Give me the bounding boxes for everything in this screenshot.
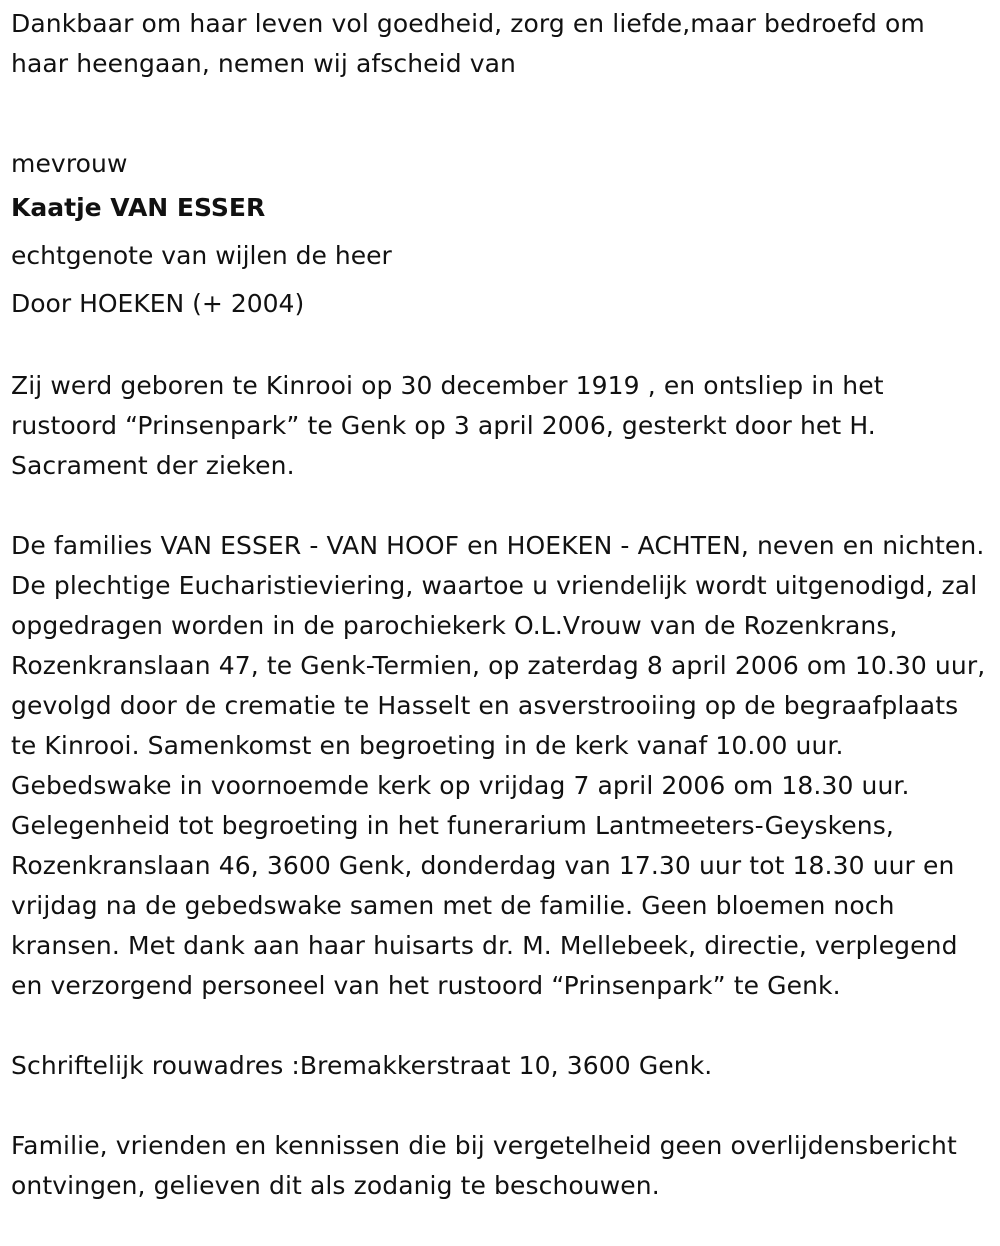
intro-text: Dankbaar om haar leven vol goedheid, zorg en liefde,maar bedroefd om haar heengaan, nemen wij afscheid van xyxy=(11,9,925,78)
closing-text: Familie, vrienden en kennissen die bij vergetelheid geen overlijdensbericht ontvingen, gelieven dit als zodanig te beschouwen. xyxy=(11,1131,957,1200)
deceased-name: Kaatje VAN ESSER xyxy=(11,193,266,222)
funeral-details-text: De families VAN ESSER - VAN HOOF en HOEKEN - ACHTEN, neven en nichten. De plechtige Eucharistieviering, waartoe u vriendelijk wordt uitgenodigd, zal opgedragen worden in de parochiekerk O.L.Vrouw van de Rozenkrans, Rozenkranslaan 47, te Genk-Termien, op zaterdag 8 april 2006 om 10.30 uur, gevolgd door de crematie te Hasselt en asverstrooiing op de begraafplaats te Kinrooi. Samenkomst en begroeting in de kerk vanaf 10.00 uur. Gebedswake in voornoemde kerk op vrijdag 7 april 2006 om 18.30 uur. Gelegenheid tot begroeting in het funerarium Lantmeeters-Geyskens, Rozenkranslaan 46, 3600 Genk, donderdag van 17.30 uur tot 18.30 uur en vrijdag na de gebedswake samen met de familie. Geen bloemen noch kransen. Met dank aan haar huisarts dr. M. Mellebeek, directie, verplegend en verzorgend personeel van het rustoord “Prinsenpark” te Genk. xyxy=(11,531,986,1000)
birth-death-text: Zij werd geboren te Kinrooi op 30 december 1919 , en ontsliep in het rustoord “Prinsenpark” te Genk op 3 april 2006, gesterkt door het H. Sacrament der zieken. xyxy=(11,371,884,480)
relation-text: echtgenote van wijlen de heer xyxy=(11,241,392,270)
title-prefix: mevrouw xyxy=(11,149,128,178)
spouse-name: Door HOEKEN (+ 2004) xyxy=(11,289,305,318)
address-text: Schriftelijk rouwadres :Bremakkerstraat 10, 3600 Genk. xyxy=(11,1051,713,1080)
